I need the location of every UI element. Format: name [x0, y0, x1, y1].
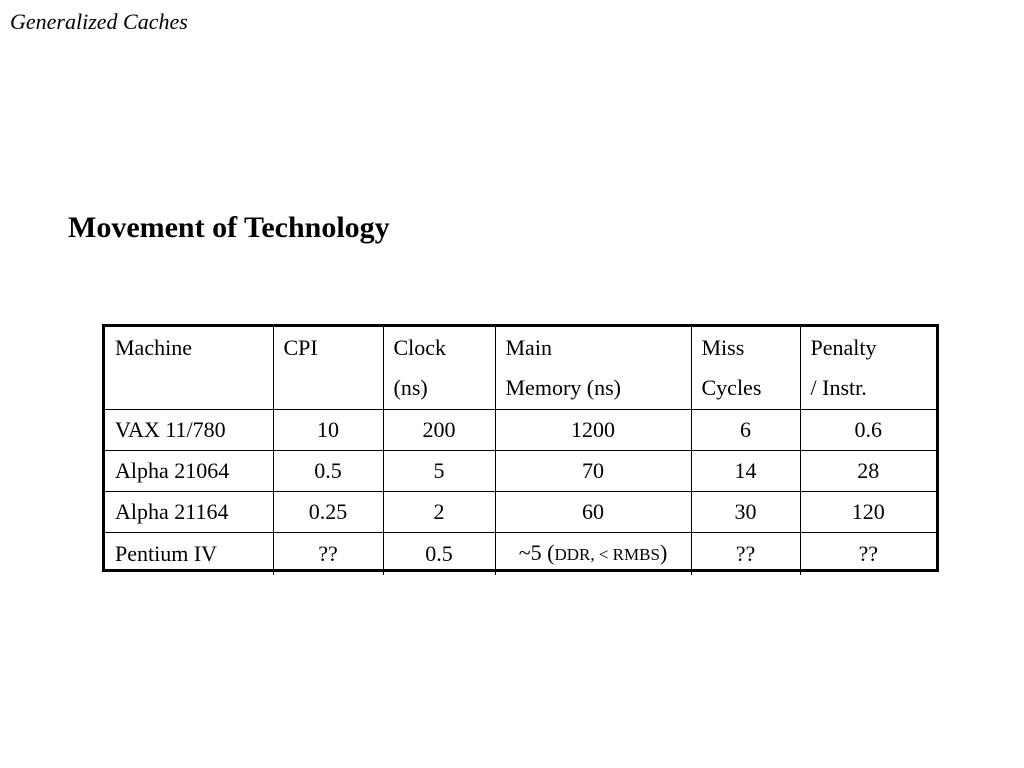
cell-clock: 5 — [383, 450, 495, 491]
header-miss-cycles — [691, 327, 800, 409]
cell-memory: 1200 — [495, 409, 691, 450]
header-clock-line1: Clock — [393, 335, 447, 360]
header-machine — [105, 327, 273, 409]
cell-machine: Alpha 21064 — [105, 450, 273, 491]
cell-machine: VAX 11/780 — [105, 409, 273, 450]
cell-clock: 2 — [383, 491, 495, 532]
table-row — [105, 450, 936, 491]
cell-miss: ?? — [691, 532, 800, 575]
technology-table-frame — [102, 324, 939, 572]
header-penalty — [800, 327, 936, 409]
cell-penalty: 120 — [800, 491, 936, 532]
header-penalty-line2: / Instr. — [810, 375, 867, 400]
cell-miss: 14 — [691, 450, 800, 491]
cell-cpi: ?? — [273, 532, 383, 575]
table-header-row — [105, 327, 936, 409]
table-row — [105, 409, 936, 450]
cell-clock: 0.5 — [383, 532, 495, 575]
header-clock-line2: (ns) — [393, 375, 428, 400]
header-miss-line1: Miss — [701, 335, 745, 360]
table-row — [105, 532, 936, 575]
header-cpi-line1: CPI — [283, 335, 318, 360]
slide-title: Movement of Technology — [68, 211, 390, 244]
cell-miss: 6 — [691, 409, 800, 450]
header-machine-line1: Machine — [115, 335, 192, 360]
cell-clock: 200 — [383, 409, 495, 450]
table-row — [105, 491, 936, 532]
cell-cpi: 0.5 — [273, 450, 383, 491]
cell-miss: 30 — [691, 491, 800, 532]
cell-machine: Alpha 21164 — [105, 491, 273, 532]
cell-penalty: 0.6 — [800, 409, 936, 450]
cell-penalty: ?? — [800, 532, 936, 575]
cell-memory-note: DDR, < RMBS — [554, 544, 660, 564]
header-cpi — [273, 327, 383, 409]
header-title: Generalized Caches — [10, 9, 188, 34]
header-penalty-line1: Penalty — [810, 335, 877, 360]
cell-penalty: 28 — [800, 450, 936, 491]
header-memory-line1: Main — [505, 335, 552, 360]
cell-cpi: 0.25 — [273, 491, 383, 532]
header-main-memory — [495, 327, 691, 409]
cell-memory — [495, 532, 691, 575]
cell-memory-suffix: ) — [659, 539, 668, 565]
cell-cpi: 10 — [273, 409, 383, 450]
header-clock — [383, 327, 495, 409]
cell-memory: 70 — [495, 450, 691, 491]
cell-machine: Pentium IV — [105, 532, 273, 575]
technology-table — [105, 327, 936, 575]
header-memory-line2: Memory (ns) — [505, 375, 621, 400]
header-miss-line2: Cycles — [701, 375, 762, 400]
cell-memory-value: ~5 ( — [518, 539, 555, 565]
cell-memory: 60 — [495, 491, 691, 532]
